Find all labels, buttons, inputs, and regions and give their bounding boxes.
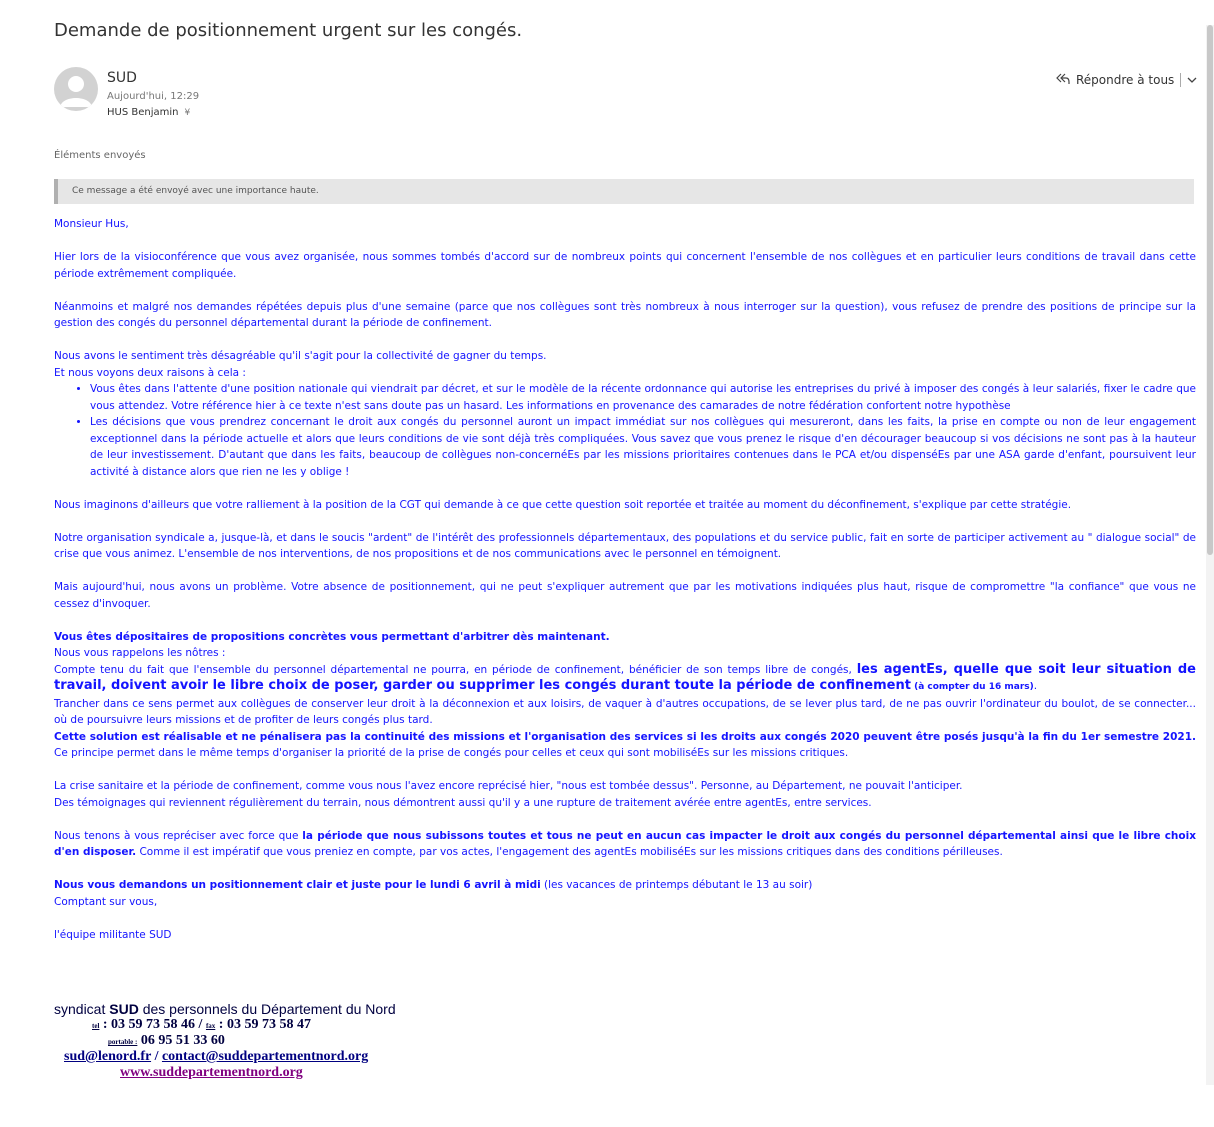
paragraph: Néanmoins et malgré nos demandes répétées depuis plus d'une semaine (parce que nos collègues sont très nombreux à nous interroger sur la question), vous refusez de prendre des positions de principe sur la gestion des congés du personnel départemental durant la période de confinement. xyxy=(54,300,1196,329)
paragraph: Et nous voyons deux raisons à cela : xyxy=(54,366,246,379)
reply-all-icon xyxy=(1056,73,1070,88)
paragraph: Trancher dans ce sens permet aux collègues de conserver leur droit à la déconnexion et aux loisirs, de vaquer à d'autres occupations, de se lever plus tard, de ne pas ouvrir l'ordinateur du boulot, de se connecter... où de poursuivre leurs missions et de profiter de leurs congés plus tard. xyxy=(54,697,1196,726)
paragraph: Notre organisation syndicale a, jusque-là, et dans le soucis "ardent" de l'intérêt des professionnels départementaux, des populations et du service public, fait en sorte de participer activement au " dialogue social" de crise que vous animez. L'ensemble de nos interventions, de nos propositions et de nos communications avec le personnel en témoignent. xyxy=(54,531,1196,560)
chevron-down-icon[interactable]: ¥ xyxy=(184,108,191,118)
email-link[interactable]: contact@suddepartementnord.org xyxy=(161,1049,369,1064)
list-item: • Les décisions que vous prendrez concernant le droit aux congés du personnel auront un impact immédiat sur nos collègues qui mesureront, dans les faits, la prise en compte ou non de leur engagement exceptionnel dans la période actuelle et alors que leurs conditions de vie sont déjà très compliquées. Vous savez que vous prenez le risque d'en décourager beaucoup si vos décisions ne sont pas à la hauteur de leur investissement. D'autant que dans les faits, beaucoup de collègues non-concernéEs par les missions prioritaires contenues dans le PCA et/ou dispenséEs par une ASA garde d'enfant, poursuivent leur activité à distance alors que rien ne les y oblige ! xyxy=(90,414,1196,480)
recipient[interactable] xyxy=(107,107,190,118)
reply-all-button[interactable] xyxy=(1050,68,1203,92)
paragraph: Des témoignages qui reviennent régulièrement du terrain, nous démontrent aussi qu'il y a une rupture de traitement avérée entre agentEs, entre services. xyxy=(54,796,872,809)
bold-text: Nous vous demandons un positionnement clair et juste pour le lundi 6 avril à midi xyxy=(54,879,541,891)
paragraph xyxy=(54,828,1196,861)
separator: / xyxy=(151,1049,162,1064)
paragraph: Hier lors de la visioconférence que vous avez organisée, nous sommes tombés d'accord sur de nombreux points qui concernent l'ensemble de nos collègues et en particulier leurs conditions de travail dans cette période extrêmement compliquée. xyxy=(54,251,1196,280)
text: . xyxy=(1033,680,1038,692)
sender-name[interactable]: SUD xyxy=(107,70,137,86)
tel-number: : 03 59 73 58 46 / xyxy=(99,1017,206,1032)
text: syndicat xyxy=(54,1001,110,1017)
paragraph xyxy=(54,629,1196,646)
person-icon xyxy=(54,67,98,111)
importance-notice: Ce message a été envoyé avec une importance haute. xyxy=(54,179,1194,204)
signature-mobile xyxy=(54,1033,444,1049)
portable-label: portable : xyxy=(108,1038,138,1046)
closing: l'équipe militante SUD xyxy=(54,928,172,941)
paragraph: Nous imaginons d'ailleurs que votre ralliement à la position de la CGT qui demande à ce que cette question soit reportée et traitée au moment du déconfinement, s'explique par cette stratégie. xyxy=(54,498,1072,511)
signature-emails xyxy=(54,1049,444,1065)
paragraph: Comptant sur vous, xyxy=(54,895,158,908)
signature xyxy=(54,1001,444,1081)
list-item: • Vous êtes dans l'attente d'une position nationale qui viendrait par décret, et sur le modèle de la récente ordonnance qui autorise les entreprises du privé à imposer des congés à leur salariés, fixer le cadre que vous attendez. Votre référence hier à ce texte n'est sans doute pas un hasard. Les informations en provenance des camarades de notre fédération confortent notre hypothèse xyxy=(90,381,1196,414)
signature-phone xyxy=(54,1017,444,1033)
signature-website xyxy=(54,1065,444,1081)
fax-number: : 03 59 73 58 47 xyxy=(215,1017,311,1032)
recipient-name[interactable]: HUS Benjamin xyxy=(107,107,179,118)
paragraph xyxy=(54,729,1196,762)
fax-label: fax xyxy=(205,1022,216,1030)
bold-text: Cette solution est réalisable et ne pénalisera pas la continuité des missions et l'organisation des services si les droits aux congés 2020 peuvent être posés jusqu'à la fin du 1er semestre 2021. xyxy=(54,730,1196,743)
bold-text: Vous êtes dépositaires de propositions concrètes vous permettant d'arbitrer dès maintenant. xyxy=(54,630,610,643)
text: Nous tenons à vous repréciser avec force que xyxy=(54,829,303,842)
text: (les vacances de printemps débutant le 13 au soir) xyxy=(540,879,813,891)
paragraph xyxy=(54,877,1196,894)
bold-text: les agentEs, quelle que soit leur situation de travail, doivent avoir le libre choix de poser, garder ou supprimer les congés durant toute la période de confinement xyxy=(54,661,1196,693)
divider xyxy=(1180,73,1181,87)
email-link[interactable]: sud@lenord.fr xyxy=(64,1049,152,1064)
chevron-down-icon[interactable] xyxy=(1187,73,1197,87)
bold-text: SUD xyxy=(109,1001,139,1017)
avatar xyxy=(54,67,98,111)
website-link[interactable]: www.suddepartementnord.org xyxy=(120,1065,303,1080)
bold-text: (à compter du 16 mars) xyxy=(910,682,1034,692)
portable-number: 06 95 51 33 60 xyxy=(137,1033,225,1048)
text: Ce principe permet dans le même temps d'organiser la priorité de la prise de congés pour celles et ceux qui sont mobiliséEs sur les missions critiques. xyxy=(54,747,849,759)
paragraph xyxy=(54,662,1196,696)
scrollbar-thumb[interactable] xyxy=(1207,25,1213,555)
tel-label: tel xyxy=(92,1022,100,1030)
email-subject: Demande de positionnement urgent sur les congés. xyxy=(54,20,523,41)
text: des personnels du Département du Nord xyxy=(138,1001,396,1017)
email-body xyxy=(54,216,1196,943)
bold-text: la période que nous subissons toutes et tous ne peut en aucun cas impacter le droit aux congés du personnel départemental ainsi que le libre choix d'en disposer. xyxy=(54,829,1196,858)
paragraph: Nous avons le sentiment très désagréable qu'il s'agit pour la collectivité de gagner du temps. xyxy=(54,350,547,362)
paragraph: Nous vous rappelons les nôtres : xyxy=(54,647,226,659)
paragraph: La crise sanitaire et la période de confinement, comme vous nous l'avez encore reprécisé hier, "nous est tombée dessus". Personne, au Département, ne pouvait l'anticiper. xyxy=(54,780,963,792)
reply-all-label: Répondre à tous xyxy=(1076,73,1175,87)
paragraph: Mais aujourd'hui, nous avons un problème. Votre absence de positionnement, qui ne peut s'expliquer autrement que par les motivations indiquées plus haut, risque de compromettre "la confiance" que vous ne cessez d'invoquer. xyxy=(54,581,1196,610)
signature-org xyxy=(54,1001,444,1017)
folder-label[interactable]: Éléments envoyés xyxy=(54,150,146,161)
text: Compte tenu du fait que l'ensemble du personnel départemental ne pourra, en période de confinement, bénéficier de son temps libre de congés, xyxy=(54,663,857,676)
reasons-list xyxy=(54,381,1196,480)
sent-date: Aujourd'hui, 12:29 xyxy=(107,91,200,102)
text: Comme il est impératif que vous preniez en compte, par vos actes, l'engagement des agentEs mobiliséEs sur les missions critiques dans des conditions périlleuses. xyxy=(136,846,1003,858)
greeting: Monsieur Hus, xyxy=(54,218,129,230)
